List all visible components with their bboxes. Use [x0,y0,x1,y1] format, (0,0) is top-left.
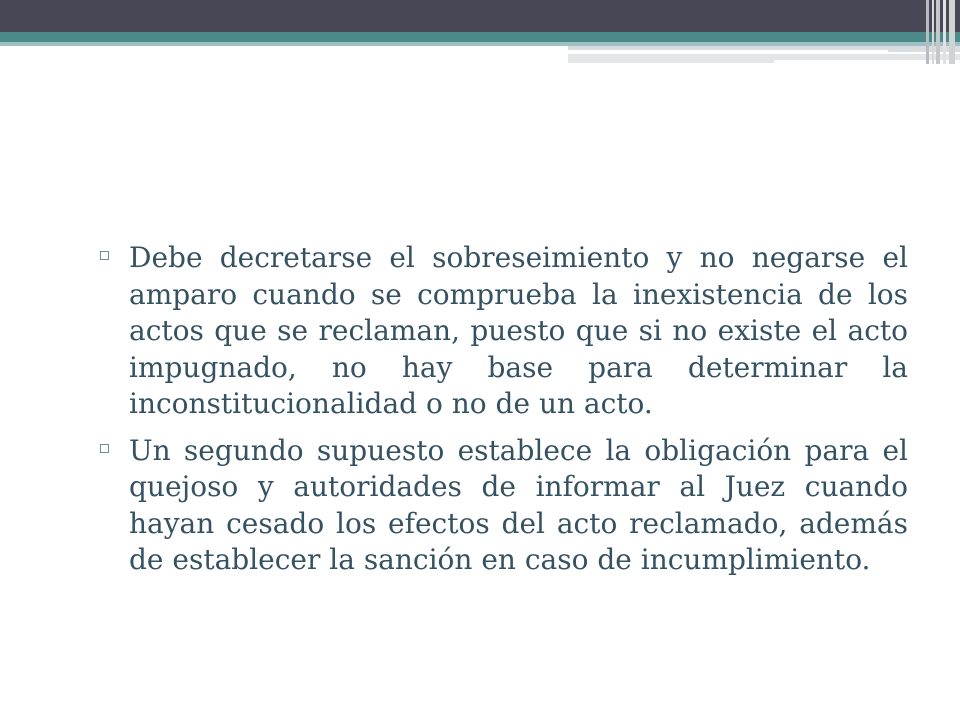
header-teal-band [0,32,960,42]
header-vertical-bar [932,0,934,64]
square-bullet-icon [100,444,109,453]
bullet-text: Un segundo supuesto establece la obligación para el quejoso y autoridades de informar al Juez cuando hayan cesado los efectos del acto reclamado, además de establecer la sanción en caso de incumplimiento. [129,433,908,576]
header-vertical-bar [949,0,955,64]
header-vertical-bar [943,0,946,64]
square-bullet-icon [100,251,109,260]
header-dark-band [0,0,960,32]
header-vertical-bar [926,0,929,64]
header-white-line [568,50,888,52]
header-vertical-bar [936,0,940,64]
header-gray-strip-lower [568,54,774,63]
bullet-list [100,240,908,589]
bullet-item [100,433,908,579]
bullet-item [100,240,908,423]
bullet-text: Debe decretarse el sobreseimiento y no negarse el amparo cuando se comprueba la inexistencia de los actos que se reclaman, puesto que si no existe el acto impugnado, no hay base para determinar la inconstitucionalidad o no de un acto. [129,241,908,420]
